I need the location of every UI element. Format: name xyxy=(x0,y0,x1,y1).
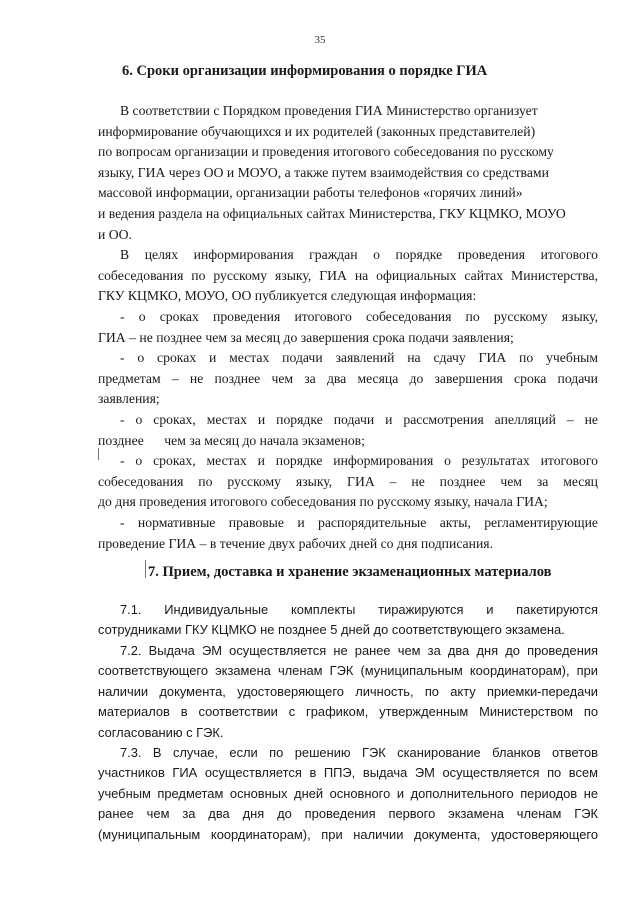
section-6-paragraph-1 xyxy=(98,101,598,245)
list-item xyxy=(98,348,598,410)
list-item xyxy=(98,451,598,513)
section-7-paragraph-2 xyxy=(98,641,598,743)
page-number: 35 xyxy=(314,34,326,46)
scan-mark xyxy=(98,448,99,460)
section-6-heading: 6. Сроки организации информирования о порядке ГИА xyxy=(122,63,488,79)
text-line: - о сроках, местах и порядке подачи и рассмотрения апелляций – не xyxy=(120,412,598,427)
text-line: - о сроках и местах подачи заявлений на сдачу ГИА по учебным xyxy=(120,350,598,365)
text-line: проведение ГИА – в течение двух рабочих дней со дня подписания. xyxy=(98,535,493,551)
text-line: ГКУ КЦМКО, МОУО, ОО публикуется следующая информация: xyxy=(98,288,477,304)
list-item xyxy=(98,307,598,348)
text-line: до дня проведения итогового собеседования по русскому языку, начала ГИА; xyxy=(98,494,548,510)
text-line: учебным предметам основных дней основного и дополнительного периодов не xyxy=(98,785,598,801)
text-line: согласованию с ГЭК. xyxy=(98,724,224,740)
text-line: заявления; xyxy=(98,391,160,407)
text-line: и ОО. xyxy=(98,226,132,242)
text-line: - нормативные правовые и распорядительные акты, регламентирующие xyxy=(120,515,598,530)
text-line: В целях информирования граждан о порядке проведения итогового xyxy=(120,247,598,262)
text-line: собеседования по русскому языку, ГИА на официальных сайтах Министерства, xyxy=(98,267,598,283)
text-line: - о сроках проведения итогового собеседования по русскому языку, xyxy=(120,309,598,324)
list-item xyxy=(98,410,598,451)
section-7-paragraph-1 xyxy=(98,600,598,641)
text-line: массовой информации, организации работы телефонов «горячих линий» xyxy=(98,185,523,201)
section-7-heading: 7. Прием, доставка и хранение экзаменационных материалов xyxy=(148,564,552,580)
text-line: по вопросам организации и проведения итогового собеседования по русскому xyxy=(98,144,554,160)
text-line: собеседования по русскому языку, ГИА – не позднее чем за месяц xyxy=(98,473,598,489)
text-line: материалов в соответствии с графиком, утвержденным Министерством по xyxy=(98,704,598,720)
text-line: соответствующего экзамена членам ГЭК (муниципальным координаторам), при xyxy=(98,663,598,679)
section-6-paragraph-2 xyxy=(98,245,598,307)
text-line: В соответствии с Порядком проведения ГИА Министерство организует xyxy=(120,103,538,118)
text-line: наличии документа, удостоверяющего личность, по акту приемки-передачи xyxy=(98,683,598,699)
text-line: информирование обучающихся и их родителей (законных представителей) xyxy=(98,123,536,139)
text-line: - о сроках, местах и порядке информирования о результатах итогового xyxy=(120,453,598,468)
text-line: сотрудниками ГКУ КЦМКО не позднее 5 дней до соответствующего экзамена. xyxy=(98,622,565,638)
text-line: ранее чем за два дня до проведения первого экзамена членам ГЭК xyxy=(98,806,598,822)
text-line: языку, ГИА через ОО и МОУО, а также путем взаимодействия со средствами xyxy=(98,164,549,180)
scan-mark xyxy=(145,560,146,578)
text-line: позднее чем за месяц до начала экзаменов; xyxy=(98,432,365,448)
list-item xyxy=(98,513,598,554)
text-line: 7.1. Индивидуальные комплекты тиражируются и пакетируются xyxy=(120,602,598,617)
text-line: предметам – не позднее чем за два месяца до завершения срока подачи xyxy=(98,370,598,386)
text-line: и ведения раздела на официальных сайтах Министерства, ГКУ КЦМКО, МОУО xyxy=(98,205,566,221)
text-line: 7.2. Выдача ЭМ осуществляется не ранее чем за два дня до проведения xyxy=(120,643,598,658)
text-line: участников ГИА осуществляется в ППЭ, выдача ЭМ осуществляется по всем xyxy=(98,765,598,781)
text-line: 7.3. В случае, если по решению ГЭК сканирование бланков ответов xyxy=(120,745,598,760)
text-line: ГИА – не позднее чем за месяц до завершения срока подачи заявления; xyxy=(98,329,514,345)
text-line: (муниципальным координаторам), при наличии документа, удостоверяющего xyxy=(98,826,598,842)
section-7-paragraph-3 xyxy=(98,743,598,845)
